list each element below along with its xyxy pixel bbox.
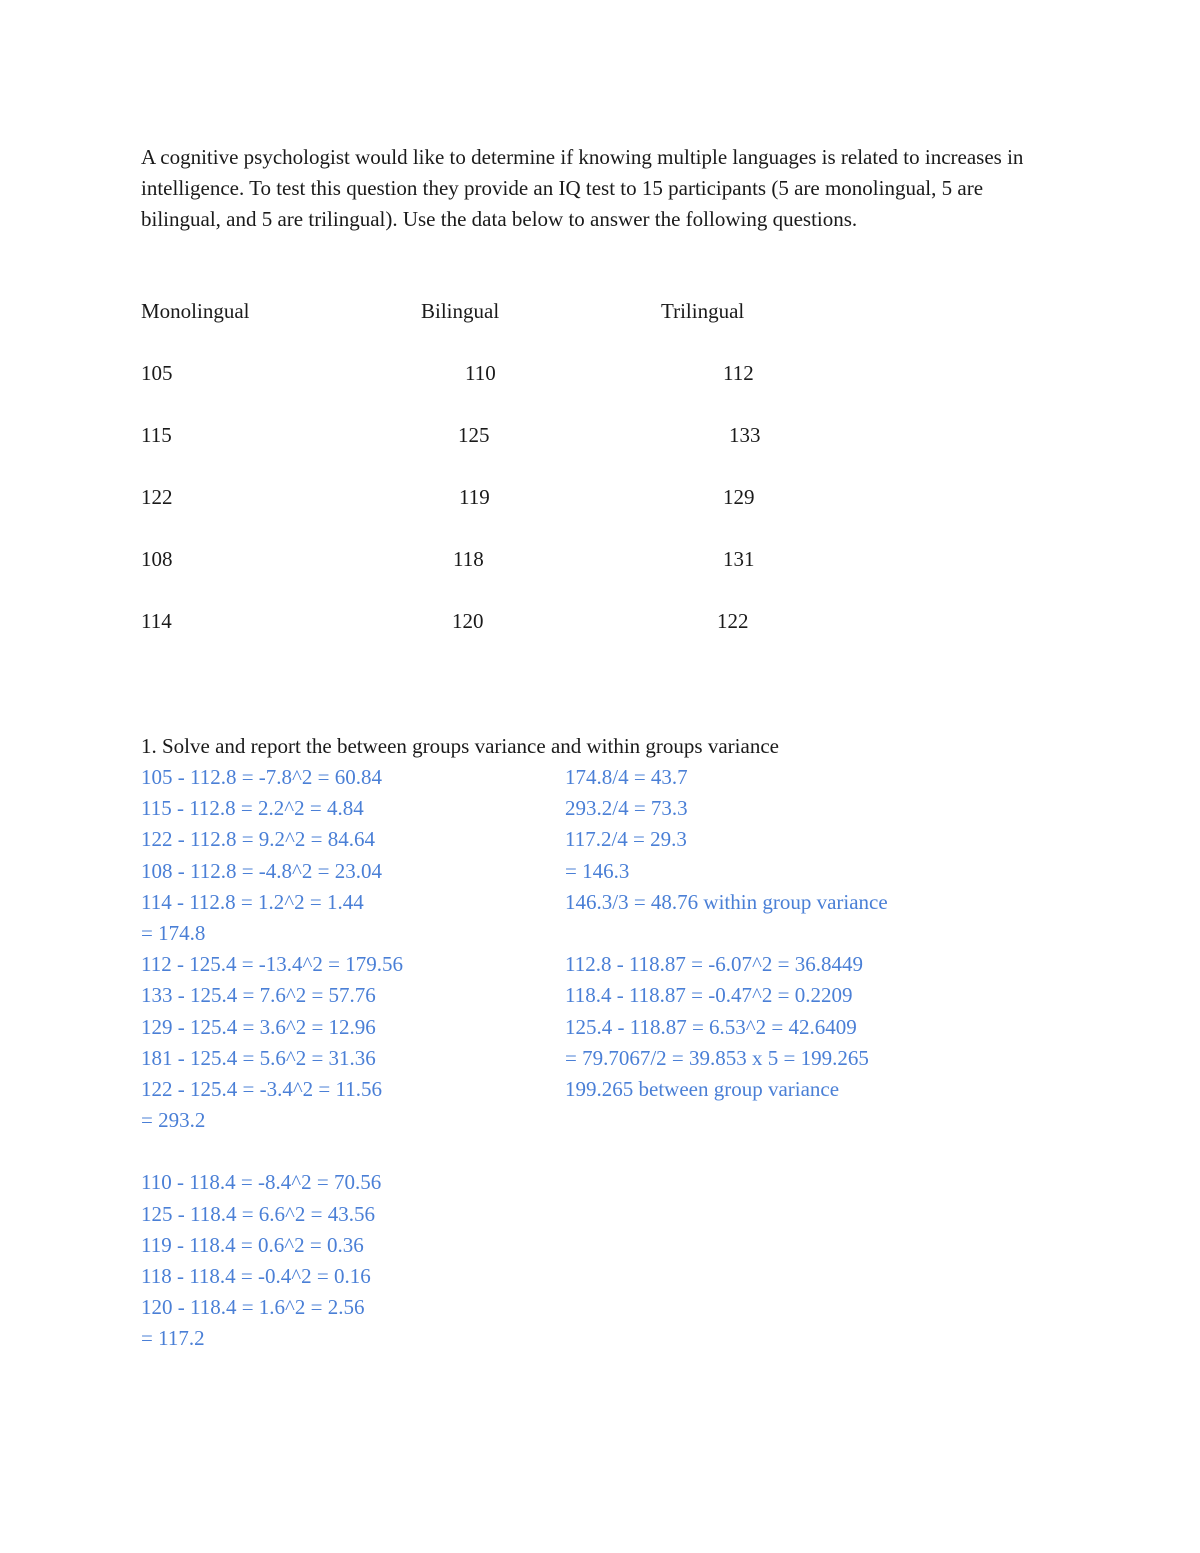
table-cell: 122 <box>141 485 173 509</box>
work-line: = 146.3 <box>565 858 630 883</box>
blank-line <box>565 918 888 949</box>
table-cell: 115 <box>141 423 172 447</box>
work-line: 122 - 125.4 = -3.4^2 = 11.56 <box>141 1076 382 1101</box>
table-cell: 118 <box>453 547 484 571</box>
work-line: 118 - 118.4 = -0.4^2 = 0.16 <box>141 1264 371 1288</box>
table-cell: 114 <box>141 609 172 633</box>
work-line: 115 - 112.8 = 2.2^2 = 4.84 <box>141 796 364 821</box>
table-cell: 119 <box>459 485 490 509</box>
work-line: 199.265 between group variance <box>565 1076 840 1101</box>
work-line: 181 - 125.4 = 5.6^2 = 31.36 <box>141 1045 376 1070</box>
work-line: 114 - 112.8 = 1.2^2 = 1.44 <box>141 889 364 914</box>
table-cell: 125 <box>458 423 490 447</box>
work-line: 118.4 - 118.87 = -0.47^2 = 0.2209 <box>565 983 853 1008</box>
work-line: 112 - 125.4 = -13.4^2 = 179.56 <box>141 952 403 977</box>
work-line: 125.4 - 118.87 = 6.53^2 = 42.6409 <box>565 1014 857 1039</box>
table-cell: 112 <box>723 361 754 385</box>
work-line: 125 - 118.4 = 6.6^2 = 43.56 <box>141 1201 376 1226</box>
table-cell: 133 <box>729 423 761 447</box>
work-line: 122 - 112.8 = 9.2^2 = 84.64 <box>141 827 376 852</box>
work-line: 146.3/3 = 48.76 within group variance <box>565 889 888 914</box>
work-line: 112.8 - 118.87 = -6.07^2 = 36.8449 <box>565 952 863 977</box>
work-line: 293.2/4 = 73.3 <box>565 796 688 821</box>
work-right-column <box>565 762 888 1105</box>
work-line: 133 - 125.4 = 7.6^2 = 57.76 <box>141 983 376 1008</box>
work-line: = 79.7067/2 = 39.853 x 5 = 199.265 <box>565 1045 869 1070</box>
work-line: = 293.2 <box>141 1108 206 1133</box>
table-cell: 110 <box>465 361 496 385</box>
question-text: 1. Solve and report the between groups variance and within groups variance <box>141 734 779 758</box>
work-left-column <box>141 762 403 1355</box>
table-cell: 129 <box>723 485 755 509</box>
table-cell: 120 <box>452 609 484 633</box>
work-line: 117.2/4 = 29.3 <box>565 827 687 852</box>
work-line: = 174.8 <box>141 920 206 945</box>
work-line: 119 - 118.4 = 0.6^2 = 0.36 <box>141 1232 364 1257</box>
work-line: 174.8/4 = 43.7 <box>565 765 688 789</box>
table-cell: 108 <box>141 547 173 571</box>
header-bilingual: Bilingual <box>421 299 500 323</box>
work-line: 105 - 112.8 = -7.8^2 = 60.84 <box>141 765 382 789</box>
work-line: = 117.2 <box>141 1326 205 1351</box>
header-trilingual: Trilingual <box>661 299 745 323</box>
table-cell: 105 <box>141 361 173 385</box>
table-cell: 122 <box>717 609 749 633</box>
header-monolingual: Monolingual <box>141 299 250 323</box>
intro-paragraph: A cognitive psychologist would like to determine if knowing multiple languages is related to increases in intelligence. To test this question they provide an IQ test to 15 participants (5 are monolingual, 5 are bilingual, and 5 are trilingual). Use the data below to answer the following questions. <box>141 145 1024 231</box>
work-line: 110 - 118.4 = -8.4^2 = 70.56 <box>141 1170 382 1195</box>
work-line: 120 - 118.4 = 1.6^2 = 2.56 <box>141 1295 365 1320</box>
work-line: 108 - 112.8 = -4.8^2 = 23.04 <box>141 858 382 883</box>
work-line: 129 - 125.4 = 3.6^2 = 12.96 <box>141 1014 376 1039</box>
table-cell: 131 <box>723 547 755 571</box>
blank-line <box>141 1136 403 1167</box>
